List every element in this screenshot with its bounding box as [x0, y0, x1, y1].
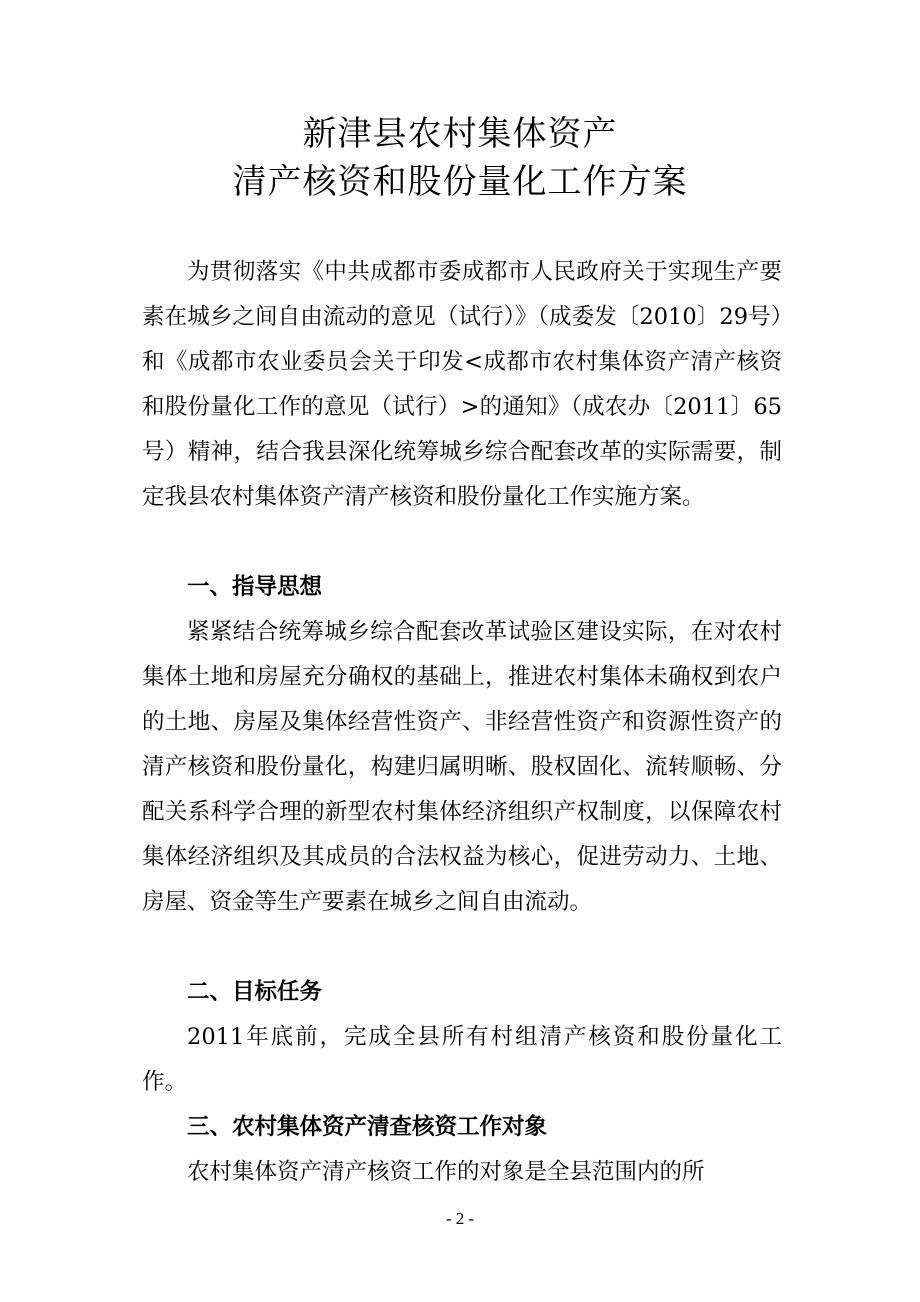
intro-paragraph: 为贯彻落实《中共成都市委成都市人民政府关于实现生产要素在城乡之间自由流动的意见（试行）》（成委发〔2010〕29号）和《成都市农业委员会关于印发<成都市农村集体资产清产核资和股份量化工作的意见（试行）>的通知》（成农办〔2011〕65号）精神，结合我县深化统筹城乡综合配套改革的实际需要，制定我县农村集体资产清产核资和股份量化工作实施方案。 [142, 259, 782, 510]
section-body-targets: 2011年底前，完成全县所有村组清产核资和股份量化工作。 [142, 1024, 782, 1095]
document-title-line-1: 新津县农村集体资产 [302, 114, 618, 154]
document-title-line-2: 清产核资和股份量化工作方案 [232, 162, 688, 202]
section-body-audit-scope: 农村集体资产清产核资工作的对象是全县范围内的所 [187, 1159, 705, 1185]
section-heading-targets: 二、目标任务 [187, 979, 323, 1005]
section-body-guiding-thought: 紧紧结合统筹城乡综合配套改革试验区建设实际，在对农村集体土地和房屋充分确权的基础上，推进农村集体未确权到农户的土地、房屋及集体经营性资产、非经营性资产和资源性资产的清产核资和股份量化，构建归属明晰、股权固化、流转顺畅、分配关系科学合理的新型农村集体经济组织产权制度，以保障农村集体经济组织及其成员的合法权益为核心，促进劳动力、土地、房屋、资金等生产要素在城乡之间自由流动。 [142, 619, 782, 915]
section-heading-audit-scope: 三、农村集体资产清查核资工作对象 [187, 1114, 548, 1140]
section-heading-guiding-thought: 一、指导思想 [187, 574, 323, 600]
page-number: - 2 - [445, 1209, 475, 1228]
